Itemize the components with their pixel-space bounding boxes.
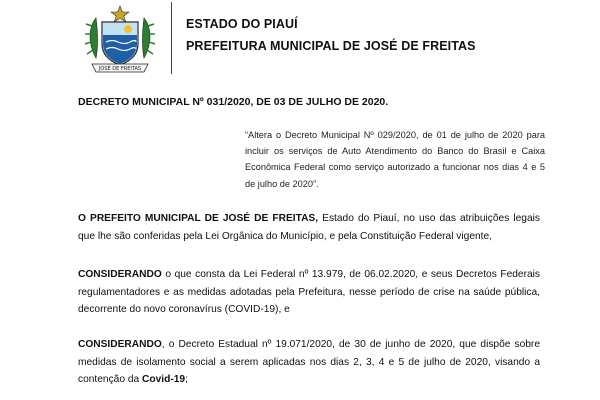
decree-ementa: “Altera o Decreto Municipal Nº 029/2020, de 01 de julho de 2020 para incluir os serviços de Auto Atendimento do Banco do Brasil e Caixa Econômica Federal como serviço autorizado a funcionar nos dias 4 e 5 de julho de 2020”. bbox=[245, 130, 545, 189]
paragraph-considerando-1 bbox=[78, 266, 540, 319]
paragraph-lead: O PREFEITO MUNICIPAL DE JOSÉ DE FREITAS, bbox=[78, 213, 319, 224]
paragraph-text: , o Decreto Estadual nº 19.071/2020, de 30 de junho de 2020, que dispõe sobre medidas de isolamento social a serem aplicadas nos dias 2, 3, 4 e 5 de julho de 2020, visando a contenção da bbox=[78, 339, 540, 385]
header-state: ESTADO DO PIAUÍ bbox=[186, 17, 298, 31]
paragraph-lead: CONSIDERANDO bbox=[78, 339, 162, 350]
paragraph-text: Estado do Piauí, no uso das atribuições legais que lhe são conferidas pela Lei Orgânica do Município, e pela Constituição Federal vigente, bbox=[78, 213, 540, 242]
header-divider bbox=[171, 2, 172, 74]
header-city: PREFEITURA MUNICIPAL DE JOSÉ DE FREITAS bbox=[186, 39, 476, 53]
paragraph-tail-bold: Covid-19 bbox=[142, 374, 186, 385]
decree-title: DECRETO MUNICIPAL Nº 031/2020, DE 03 DE JULHO DE 2020. bbox=[78, 96, 389, 108]
paragraph-preamble bbox=[78, 210, 540, 245]
coat-of-arms-icon bbox=[84, 4, 156, 76]
paragraph-tail: ; bbox=[185, 374, 188, 385]
paragraph-considerando-2 bbox=[78, 336, 540, 389]
paragraph-text: o que consta da Lei Federal nº 13.979, de 06.02.2020, e seus Decretos Federais regulamentadores e as medidas adotadas pela Prefeitura, nesse período de crise na saúde pública, decorrente do novo coronavírus (COVID-19), e bbox=[78, 269, 540, 315]
paragraph-lead: CONSIDERANDO bbox=[78, 269, 162, 280]
crest-ribbon-text: JOSÉ DE FREITAS bbox=[98, 66, 142, 73]
